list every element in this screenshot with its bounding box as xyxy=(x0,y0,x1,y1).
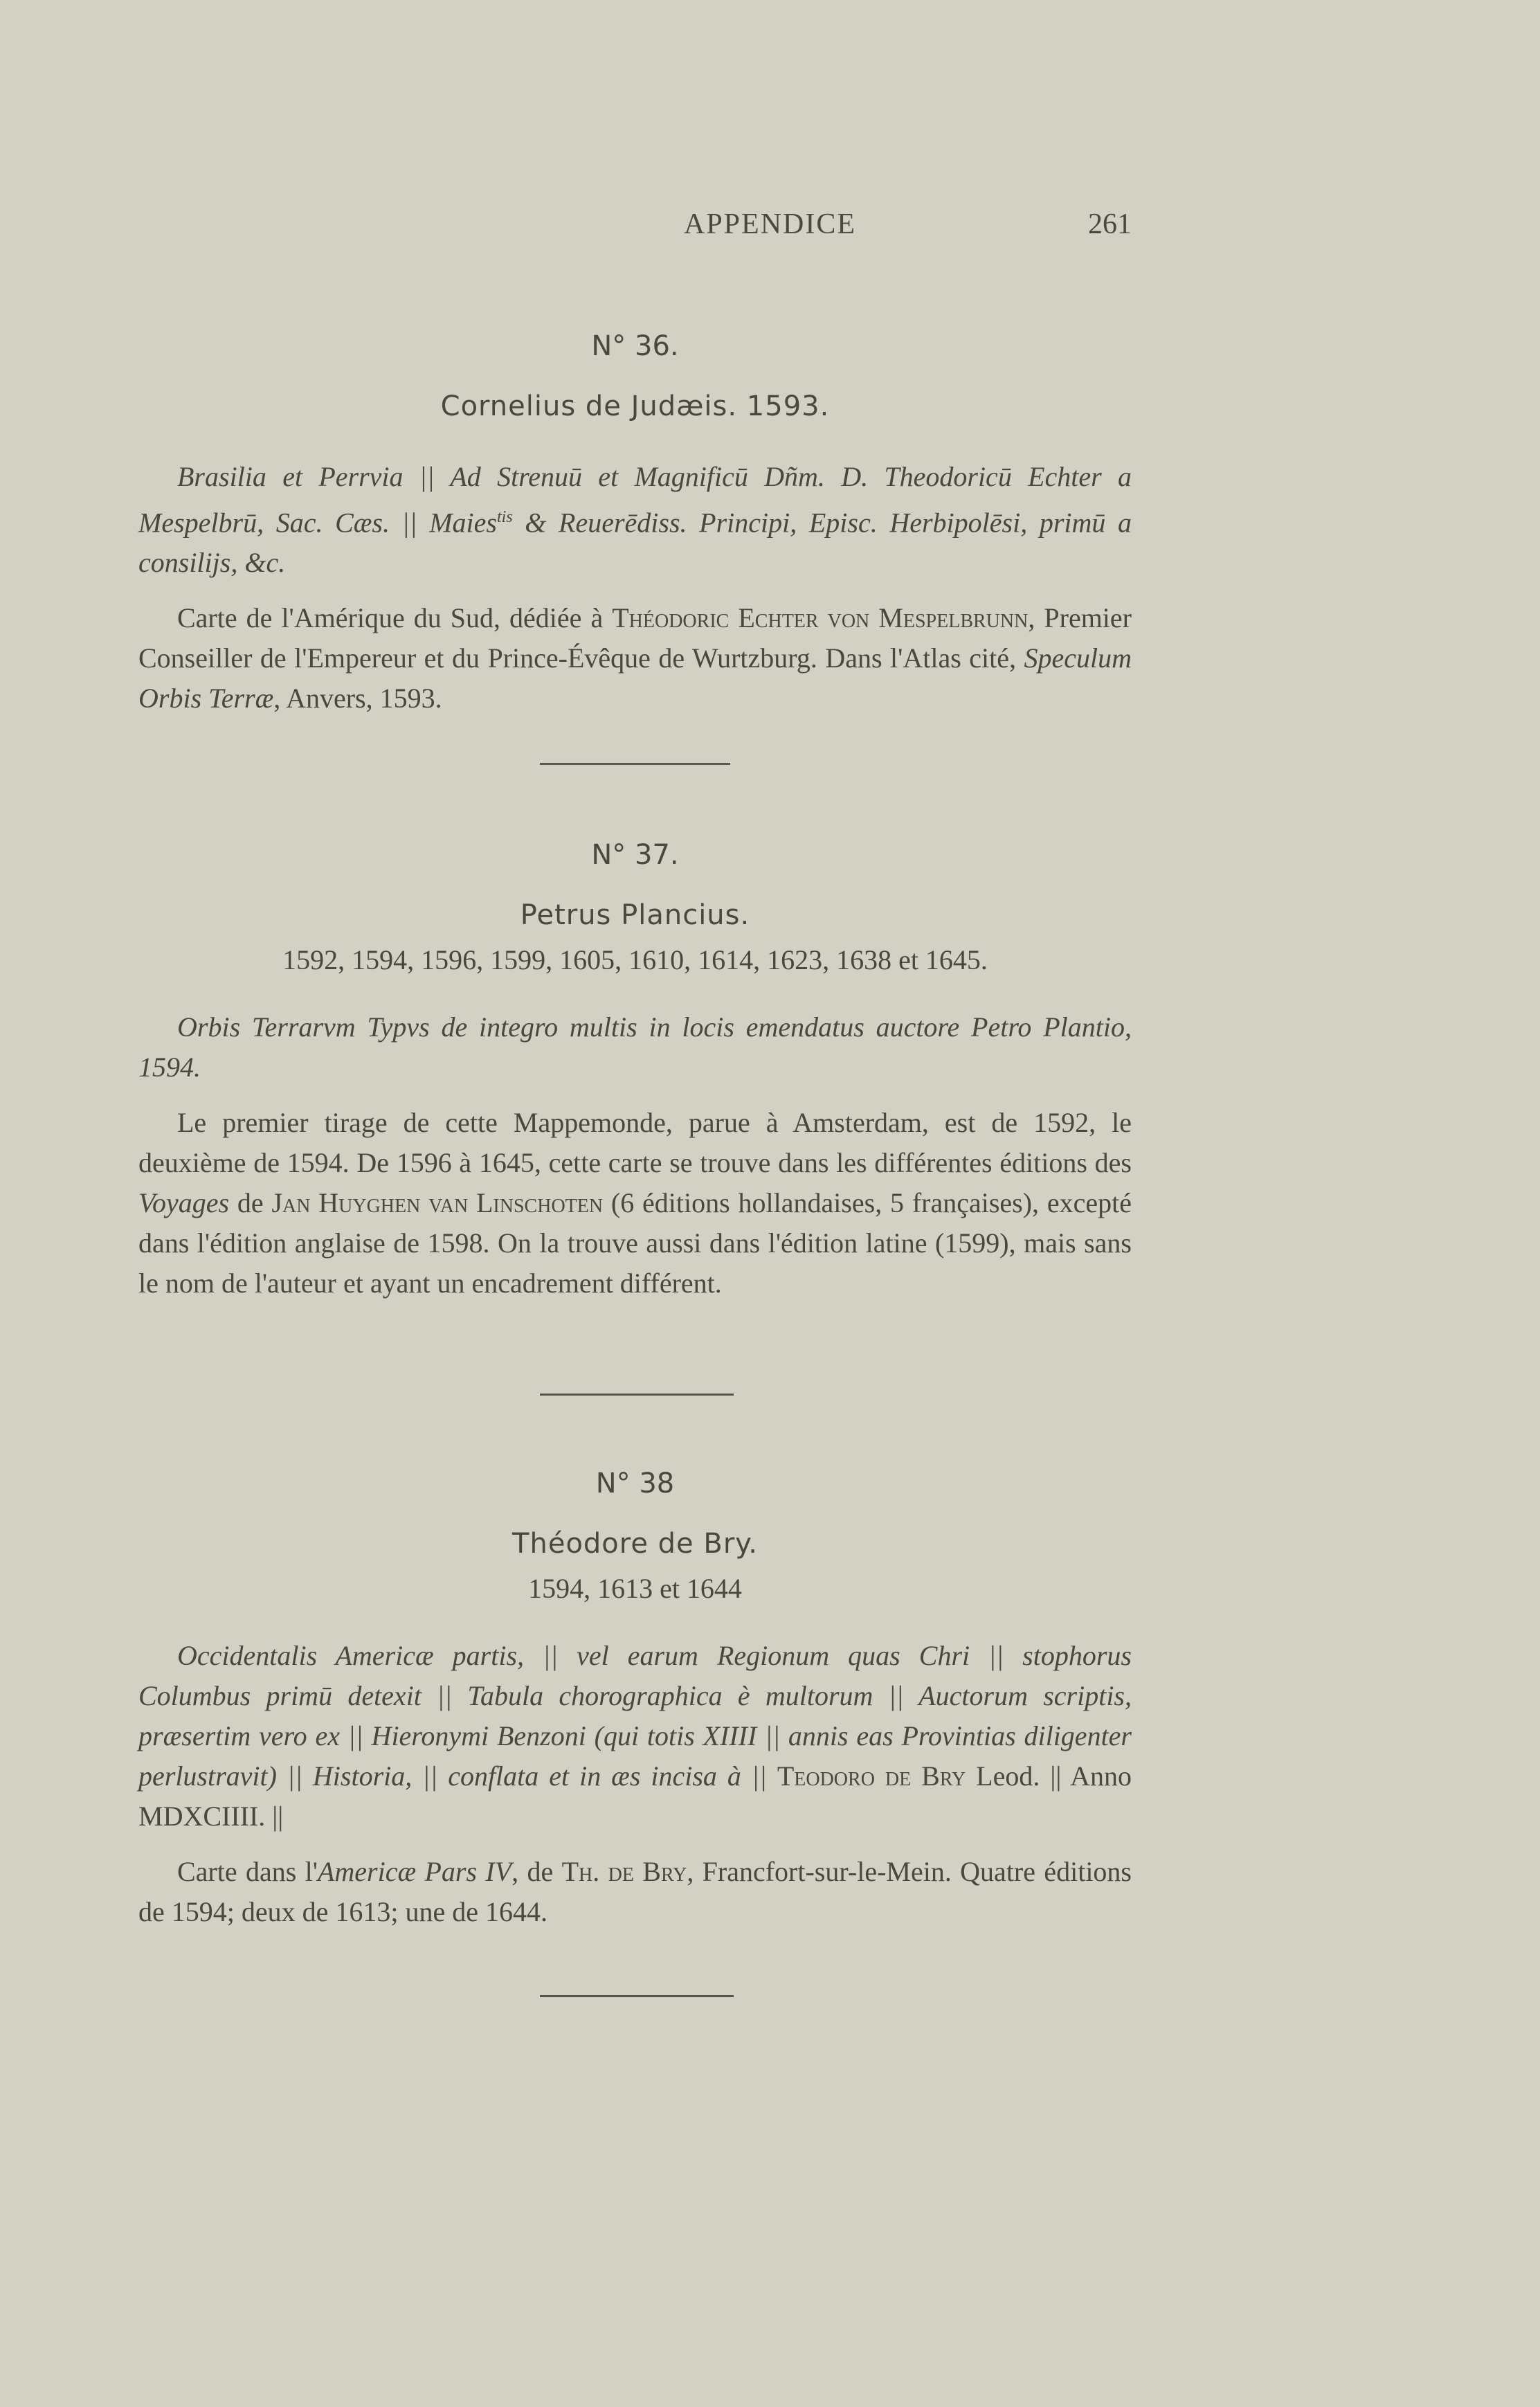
map-title-superscript: tis xyxy=(496,508,513,526)
book-title: Americæ Pars IV xyxy=(317,1856,512,1887)
person-name: Théodoric Echter von Mespelbrunn xyxy=(612,602,1029,634)
book-title: Voyages xyxy=(138,1187,230,1218)
map-description xyxy=(138,598,1132,719)
map-title-part: Leod. || Anno MDXCIIII. || xyxy=(138,1760,1132,1832)
section-divider xyxy=(540,1394,734,1396)
desc-part: , Francfort-sur-le-Mein. Quatre éditions de 1594; deux de 1613; une de 1644. xyxy=(138,1856,1132,1927)
desc-part: , Anvers, 1593. xyxy=(273,683,442,714)
map-title-part: & Reuerēdiss. Principi, Episc. Herbipolēsi, primū a consilijs, &c. xyxy=(138,507,1132,579)
desc-part: , Premier Conseiller de l'Empereur et du Prince-Évêque de Wurtzburg. Dans l'Atlas cité, xyxy=(138,602,1132,674)
entry-author: Cornelius de Judæis. 1593. xyxy=(440,390,830,422)
entry-number: N° 37. xyxy=(591,839,679,871)
person-name: Th. de Bry xyxy=(561,1856,687,1887)
entry-36 xyxy=(138,325,1132,719)
entry-dates: 1594, 1613 et 1644 xyxy=(528,1573,742,1604)
entry-38 xyxy=(138,1463,1132,1932)
desc-part: (6 éditions hollandaises, 5 françaises), excepté dans l'édition anglaise de 1598. On la trouve aussi dans l'édition latine (1599), mais sans le nom de l'auteur et ayant un encadrement différent. xyxy=(138,1187,1132,1299)
desc-part: Carte dans l' xyxy=(177,1856,318,1887)
desc-part: de xyxy=(229,1187,272,1218)
section-divider xyxy=(540,763,730,765)
desc-part: Le premier tirage de cette Mappemonde, parue à Amsterdam, est de 1592, le deuxième de 1594. De 1596 à 1645, cette carte se trouve dans les différentes éditions des xyxy=(138,1107,1132,1178)
map-title xyxy=(138,1636,1132,1837)
entry-37 xyxy=(138,834,1132,1304)
page-number: 261 xyxy=(1088,208,1132,240)
entry-number: N° 38 xyxy=(595,1468,675,1499)
entry-number: N° 36. xyxy=(591,330,679,362)
running-head-title: APPENDICE xyxy=(683,208,857,240)
map-title-part: Occidentalis Americæ partis, || vel earum Regionum quas Chri || stophorus Columbus primū detexit || Tabula chorographica è multorum || Auctorum scriptis, præsertim vero ex || Hieronymi Benzoni (qui totis XIIII || annis eas Provintias diligenter perlustravit) || Historia, || conflata et in æs incisa à || xyxy=(138,1640,1132,1792)
desc-part: Carte de l'Amérique du Sud, dédiée à xyxy=(177,602,613,634)
running-head xyxy=(0,208,1540,249)
map-title xyxy=(138,457,1132,583)
book-title: Speculum Orbis Terræ xyxy=(138,642,1132,714)
section-divider xyxy=(540,1995,734,1997)
map-title: Orbis Terrarvm Typvs de integro multis in locis emendatus auctore Petro Plantio, 1594. xyxy=(138,1011,1132,1083)
entry-author: Théodore de Bry. xyxy=(512,1528,758,1560)
map-description xyxy=(138,1852,1132,1932)
person-name: Jan Huyghen van Linschoten xyxy=(271,1187,604,1218)
map-title-part: Brasilia et Perrvia || Ad Strenuū et Magnificū Dñm. D. Theodoricū Echter a Mespelbrū, Sac. Cæs. || Maies xyxy=(138,461,1132,539)
entry-dates: 1592, 1594, 1596, 1599, 1605, 1610, 1614, 1623, 1638 et 1645. xyxy=(282,944,988,975)
desc-part: , de xyxy=(511,1856,562,1887)
entry-author: Petrus Plancius. xyxy=(520,899,750,931)
map-description xyxy=(138,1103,1132,1304)
person-name: Teodoro de Bry xyxy=(777,1760,966,1792)
